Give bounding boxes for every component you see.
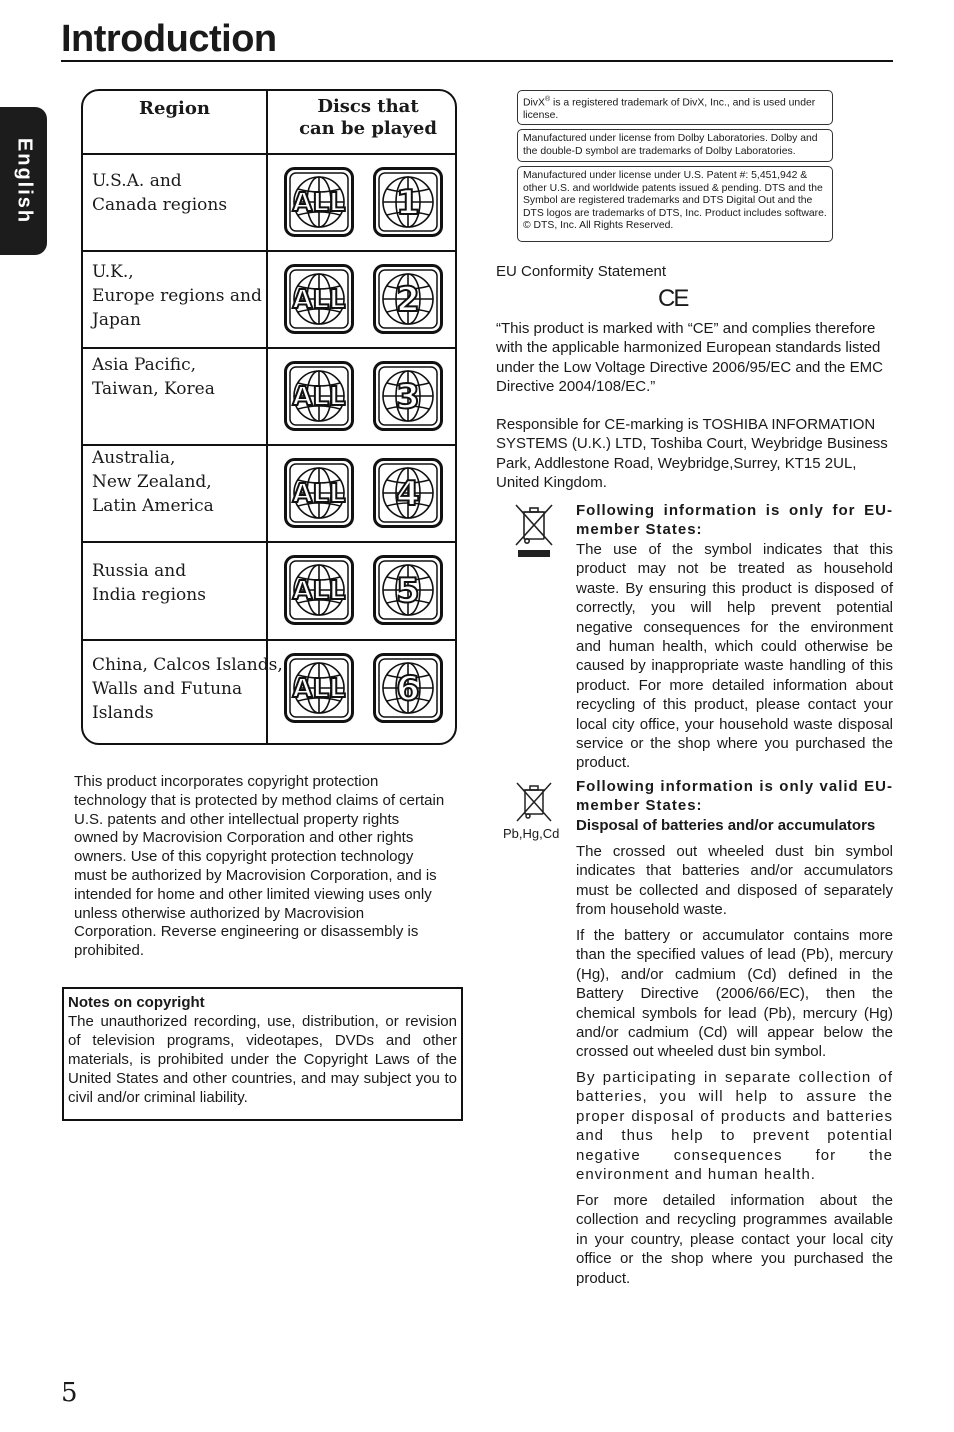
region-name: Asia Pacific, Taiwan, Korea <box>92 355 215 399</box>
eu-statement: “This product is marked with “CE” and complies therefore with the applicable harmonized European standards listed under the Low Voltage Directive 2006/95/EC and the EMC Directive 2004/108/EC.” <box>496 320 883 396</box>
table-divider <box>83 639 455 641</box>
disc-region-number: 3 <box>396 377 420 417</box>
battery-p3: By participating in separate collection of batteries, you will help to assure the proper disposal of products and batteries and thus help to prevent potential negative consequences for the environment and human health. <box>576 1069 893 1184</box>
battery-p1: The crossed out wheeled dust bin symbol indicates that batteries and/or accumulators must be collected and disposed of separately from household waste. <box>576 843 893 919</box>
disc-region-icon <box>373 264 443 334</box>
disc-all-icon <box>284 555 354 625</box>
disc-all-label: ALL <box>292 674 346 704</box>
disc-region-number: 2 <box>396 280 420 320</box>
battery-heading: Following information is only valid EU-member States: <box>576 778 893 815</box>
disc-all-label: ALL <box>292 576 346 606</box>
disc-all-icon <box>284 458 354 528</box>
notes-body: The unauthorized recording, use, distribution, or revision of television programs, videotapes, DVDs and other materials, is prohibited under the Copyright Laws of the United States and other countries, and may subject you to civil and/or criminal liability. <box>68 1013 457 1106</box>
table-divider <box>83 347 455 349</box>
divx-name: DivX <box>523 97 545 109</box>
disc-all-icon <box>284 653 354 723</box>
disc-region-icon <box>373 555 443 625</box>
weee-body: The use of the symbol indicates that this product may not be treated as household waste. By ensuring this product is disposed of correctly, you will help prevent potential negative consequences for the environment and human health, which could otherwise be caused by inappropriate waste handling of this product. For more detailed information about recycling of this product, please contact your local city office, your household waste disposal service or the shop where you purchased the product. <box>576 541 893 772</box>
disc-all-label: ALL <box>292 479 346 509</box>
divx-trademark <box>517 90 833 125</box>
disc-region-number: 4 <box>396 474 420 514</box>
disc-region-icon <box>373 653 443 723</box>
region-name: Australia, New Zealand, Latin America <box>92 448 214 516</box>
disc-region-icon <box>373 458 443 528</box>
language-tab <box>0 107 47 255</box>
battery-p4: For more detailed information about the collection and recycling programmes available in your country, please contact your local city office or the shop where you purchased the product. <box>576 1192 893 1287</box>
notes-on-copyright <box>62 987 463 1121</box>
battery-icon-caption: Pb,Hg,Cd <box>503 826 560 841</box>
battery-subheading: Disposal of batteries and/or accumulators <box>576 817 876 834</box>
disc-all-label: ALL <box>292 188 346 218</box>
disc-region-number: 6 <box>396 669 420 709</box>
table-divider <box>83 541 455 543</box>
eu-heading: EU Conformity Statement <box>496 263 667 280</box>
disc-all-label: ALL <box>292 382 346 412</box>
divx-text: is a registered trademark of DivX, Inc., and is used under license. <box>523 97 816 122</box>
region-name: Russia and India regions <box>92 561 206 605</box>
battery-p2: If the battery or accumulator contains more than the specified values of lead (Pb), mercury (Hg), and/or cadmium (Cd) defined in the Battery Directive (2006/66/EC), then the chemical symbols for lead (Pb), mercury (Hg) and/or cadmium (Cd) will appear below the crossed out wheeled dust bin symbol. <box>576 927 893 1061</box>
weee-heading: Following information is only for EU-member States: <box>576 502 893 539</box>
dolby-trademark: Manufactured under license from Dolby Laboratories. Dolby and the double-D symbol are trademarks of Dolby Laboratories. <box>517 129 833 162</box>
page-title: Introduction <box>61 18 277 60</box>
table-divider <box>266 91 268 743</box>
region-name: China, Calcos Islands, Walls and Futuna Islands <box>92 655 283 723</box>
disc-all-icon <box>284 361 354 431</box>
disc-all-label: ALL <box>292 285 346 315</box>
table-divider <box>83 153 455 155</box>
eu-responsible: Responsible for CE-marking is TOSHIBA INFORMATION SYSTEMS (U.K.) LTD, Toshiba Court, Weybridge Business Park, Addlestone Road, Weybridge,Surrey, KT15 2UL, United Kingdom. <box>496 416 888 492</box>
disc-region-number: 1 <box>396 183 420 223</box>
region-table <box>81 89 457 745</box>
divx-registered-mark: ® <box>544 96 551 103</box>
ce-mark: CE <box>658 285 688 312</box>
page-number: 5 <box>61 1378 78 1408</box>
title-rule <box>61 60 893 62</box>
disc-all-icon <box>284 264 354 334</box>
language-tab-label: English <box>13 137 35 225</box>
region-name: U.K., Europe regions and Japan <box>92 262 262 330</box>
disc-region-number: 5 <box>396 571 420 611</box>
copy-protection-text: This product incorporates copyright protection technology that is protected by method claims of certain U.S. patents and other intellectual property rights owned by Macrovision Corporation and other rights owners. Use of this copyright protection technology must be authorized by Macrovision Corporation, and is intended for home and other limited viewing uses only unless otherwise authorized by Macrovision Corporation. Reverse engineering or disassembly is prohibited. <box>74 773 445 960</box>
header-discs: Discs that can be played <box>299 96 437 139</box>
battery-bin-icon <box>514 781 554 825</box>
region-name: U.S.A. and Canada regions <box>92 171 228 215</box>
disc-region-icon <box>373 361 443 431</box>
disc-region-icon <box>373 167 443 237</box>
notes-heading: Notes on copyright <box>68 994 205 1011</box>
disc-all-icon <box>284 167 354 237</box>
header-region: Region <box>139 98 210 119</box>
wheelie-bin-icon <box>512 503 556 559</box>
dts-trademark: Manufactured under license under U.S. Patent #: 5,451,942 & other U.S. and worldwide patents issued & pending. DTS and the Symbol are registered trademarks and DTS Digital Out and the DTS logos are trademarks of DTS, Inc. Product includes software. © DTS, Inc. All Rights Reserved. <box>517 166 833 242</box>
table-divider <box>83 250 455 252</box>
